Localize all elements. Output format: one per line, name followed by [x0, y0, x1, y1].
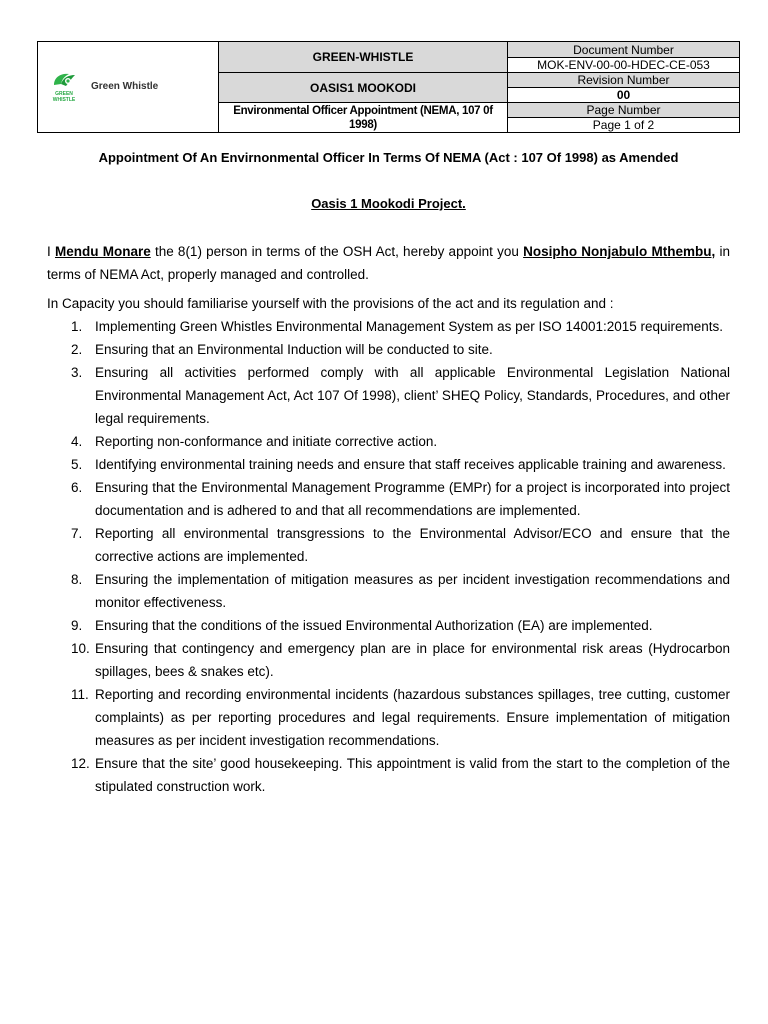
doc-number-value: MOK-ENV-00-00-HDEC-CE-053: [508, 58, 740, 73]
list-item: 2. Ensuring that an Environmental Induction will be conducted to site.: [71, 342, 493, 357]
revision-label: Revision Number: [508, 73, 740, 88]
logo-text-line-2: WHISTLE: [52, 97, 76, 103]
intro-middle: the 8(1) person in terms of the OSH Act, hereby appoint you: [150, 244, 524, 259]
page-title: Appointment Of An Envirnonmental Officer In Terms Of NEMA (Act : 107 Of 1998) as Amended: [98, 150, 679, 165]
document-title: Environmental Officer Appointment (NEMA, 107 0f 1998): [219, 103, 508, 133]
list-item: 1. Implementing Green Whistles Environmental Management System as per ISO 14001:2015 requirements.: [71, 319, 724, 334]
project-subtitle: Oasis 1 Mookodi Project.: [311, 196, 466, 211]
company-name: GREEN-WHISTLE: [219, 42, 508, 73]
project-name: OASIS1 MOOKODI: [219, 73, 508, 103]
list-item: 9. Ensuring that the conditions of the issued Environmental Authorization (EA) are implemented.: [71, 618, 653, 633]
list-item: 5. Identifying environmental training needs and ensure that staff receives applicable training and awareness.: [71, 457, 726, 472]
logo-text-line-1: GREEN: [55, 91, 73, 97]
appointee-name: Nosipho Nonjabulo Mthembu,: [523, 244, 716, 259]
page-value: Page 1 of 2: [508, 118, 740, 133]
appointer-name: Mendu Monare: [54, 244, 151, 259]
green-whistle-logo-icon: [47, 71, 81, 103]
list-item: 11. Reporting and recording environmental incidents (hazardous substances spillages, tree cutting, customer complaints) as per reporting procedures and legal requirements. Ensure implementation of mitigation measures as per incident investigation recommendations.: [71, 687, 730, 748]
list-item: 3. Ensuring all activities performed comply with all applicable Environmental Legislation National Environmental Management Act, Act 107 Of 1998), client’ SHEQ Policy, Standards, Procedures, and other legal requirements.: [71, 365, 730, 426]
list-item: 8. Ensuring the implementation of mitigation measures as per incident investigation recommendations and monitor effectiveness.: [71, 572, 730, 610]
duties-list: [47, 315, 730, 798]
list-item: 4. Reporting non-conformance and initiate corrective action.: [71, 434, 438, 449]
appointment-statement: [47, 240, 730, 286]
logo-cell: [38, 42, 219, 133]
intro-suffix: in terms of NEMA Act, properly managed and controlled.: [47, 244, 730, 282]
revision-value: 00: [508, 88, 740, 103]
list-item: 12. Ensure that the site’ good housekeeping. This appointment is valid from the start to the completion of the stipulated construction work.: [71, 756, 730, 794]
list-item: 7. Reporting all environmental transgressions to the Environmental Advisor/ECO and ensure that the corrective actions are implemented.: [71, 526, 730, 564]
list-item: 6. Ensuring that the Environmental Management Programme (EMPr) for a project is incorporated into project documentation and is adhered to and that all recommendations are implemented.: [71, 480, 730, 518]
list-item: 10. Ensuring that contingency and emergency plan are in place for environmental risk areas (Hydrocarbon spillages, bees & snakes etc).: [71, 641, 730, 679]
document-header-table: [37, 41, 740, 133]
logo-name: Green Whistle: [91, 81, 159, 92]
intro-prefix: I: [47, 244, 55, 259]
page-label: Page Number: [508, 103, 740, 118]
capacity-statement: In Capacity you should familiarise yourself with the provisions of the act and its regulation and :: [47, 296, 614, 311]
doc-number-label: Document Number: [508, 42, 740, 58]
